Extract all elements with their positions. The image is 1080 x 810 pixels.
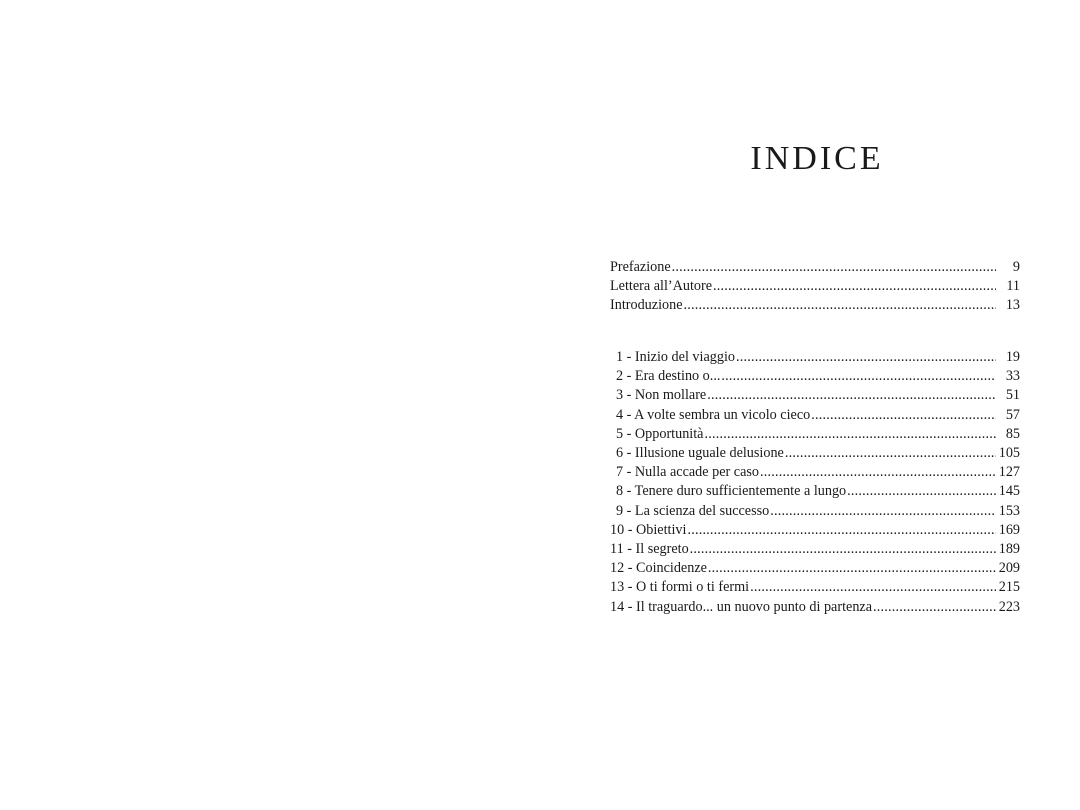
toc-leader-dots: [760, 463, 996, 482]
toc-entry: [610, 348, 1020, 367]
toc-leader-dots: [785, 444, 996, 463]
toc-leader-dots: [707, 386, 996, 405]
toc-entry-page: 127: [998, 464, 1020, 481]
toc-entry: [610, 482, 1020, 501]
toc-entry-page: 215: [998, 579, 1020, 596]
toc-entry-label: Introduzione: [610, 297, 683, 314]
toc-leader-dots: [750, 578, 996, 597]
toc-leader-dots: [708, 559, 996, 578]
right-page: [540, 0, 1080, 810]
toc-entry: [610, 578, 1020, 597]
toc-leader-dots: [687, 521, 996, 540]
toc-entry: [610, 463, 1020, 482]
toc-leader-dots: [704, 425, 996, 444]
toc-entry-page: 85: [1005, 425, 1020, 442]
toc-entry-label: 5 - Opportunità: [616, 425, 704, 442]
toc-entry-page: 189: [998, 541, 1020, 558]
toc-entry-page: 33: [1005, 368, 1020, 385]
toc-leader-dots: [811, 406, 996, 425]
toc-entry-page: 19: [1005, 349, 1020, 365]
page-title: INDICE: [750, 140, 884, 177]
toc-leader-dots: [736, 348, 996, 367]
toc-entry-label: 1 - Inizio del viaggio: [616, 349, 735, 365]
toc-entry-label: 6 - Illusione uguale delusione: [616, 445, 784, 462]
toc-leader-dots: [672, 258, 996, 277]
toc-leader-dots: [684, 296, 997, 315]
toc-entry: [610, 277, 1020, 296]
toc-entry-label: 2 - Era destino o...: [616, 368, 721, 385]
toc-entry-page: 11: [1006, 278, 1020, 295]
toc-entry-label: 9 - La scienza del successo: [616, 502, 770, 519]
toc-entry: [610, 521, 1020, 540]
toc-entry-label: 8 - Tenere duro sufficientemente a lungo: [616, 483, 847, 500]
toc-chapters: [610, 348, 1020, 617]
toc-entry-label: 10 - Obiettivi: [610, 521, 687, 538]
toc-entry-label: 14 - Il traguardo... un nuovo punto di partenza: [610, 598, 873, 615]
toc-entry: [610, 444, 1020, 463]
toc-entry-page: 51: [1005, 387, 1020, 404]
toc-leader-dots: [713, 277, 996, 296]
toc-entry: [610, 425, 1020, 444]
toc-leader-dots: [873, 598, 996, 617]
toc-front-matter: [610, 258, 1020, 316]
toc-entry-page: 145: [998, 483, 1020, 500]
toc-entry-label: 4 - A volte sembra un vicolo cieco: [616, 406, 811, 423]
toc-entry: [610, 296, 1020, 315]
toc-entry-label: 12 - Coincidenze: [610, 560, 707, 577]
toc-entry: [610, 502, 1020, 521]
toc-entry-page: 13: [1005, 297, 1020, 314]
toc-entry-label: 11 - Il segreto: [610, 541, 689, 558]
toc-entry-label: Lettera all’Autore: [610, 278, 713, 295]
toc-entry: [610, 258, 1020, 277]
toc-entry-label: 3 - Non mollare: [616, 387, 707, 404]
toc-entry: [610, 598, 1020, 617]
toc-entry: [610, 367, 1020, 386]
toc-entry-page: 169: [998, 521, 1020, 538]
toc-entry-page: 105: [998, 445, 1020, 462]
toc-entry: [610, 406, 1020, 425]
toc-entry-label: 13 - O ti formi o ti fermi: [610, 579, 750, 596]
toc-leader-dots: [847, 482, 996, 501]
toc-entry: [610, 559, 1020, 578]
toc-entry-page: 153: [998, 502, 1020, 519]
toc-entry-page: 209: [998, 560, 1020, 577]
toc-entry-label: Prefazione: [610, 259, 671, 275]
toc-leader-dots: [721, 367, 996, 386]
toc-leader-dots: [690, 540, 996, 559]
toc-entry: [610, 540, 1020, 559]
toc-entry-page: 9: [1012, 259, 1020, 275]
toc-entry: [610, 386, 1020, 405]
toc-leader-dots: [770, 502, 996, 521]
toc-entry-page: 57: [1005, 406, 1020, 423]
toc-entry-label: 7 - Nulla accade per caso: [616, 464, 759, 481]
toc-entry-page: 223: [998, 598, 1020, 615]
